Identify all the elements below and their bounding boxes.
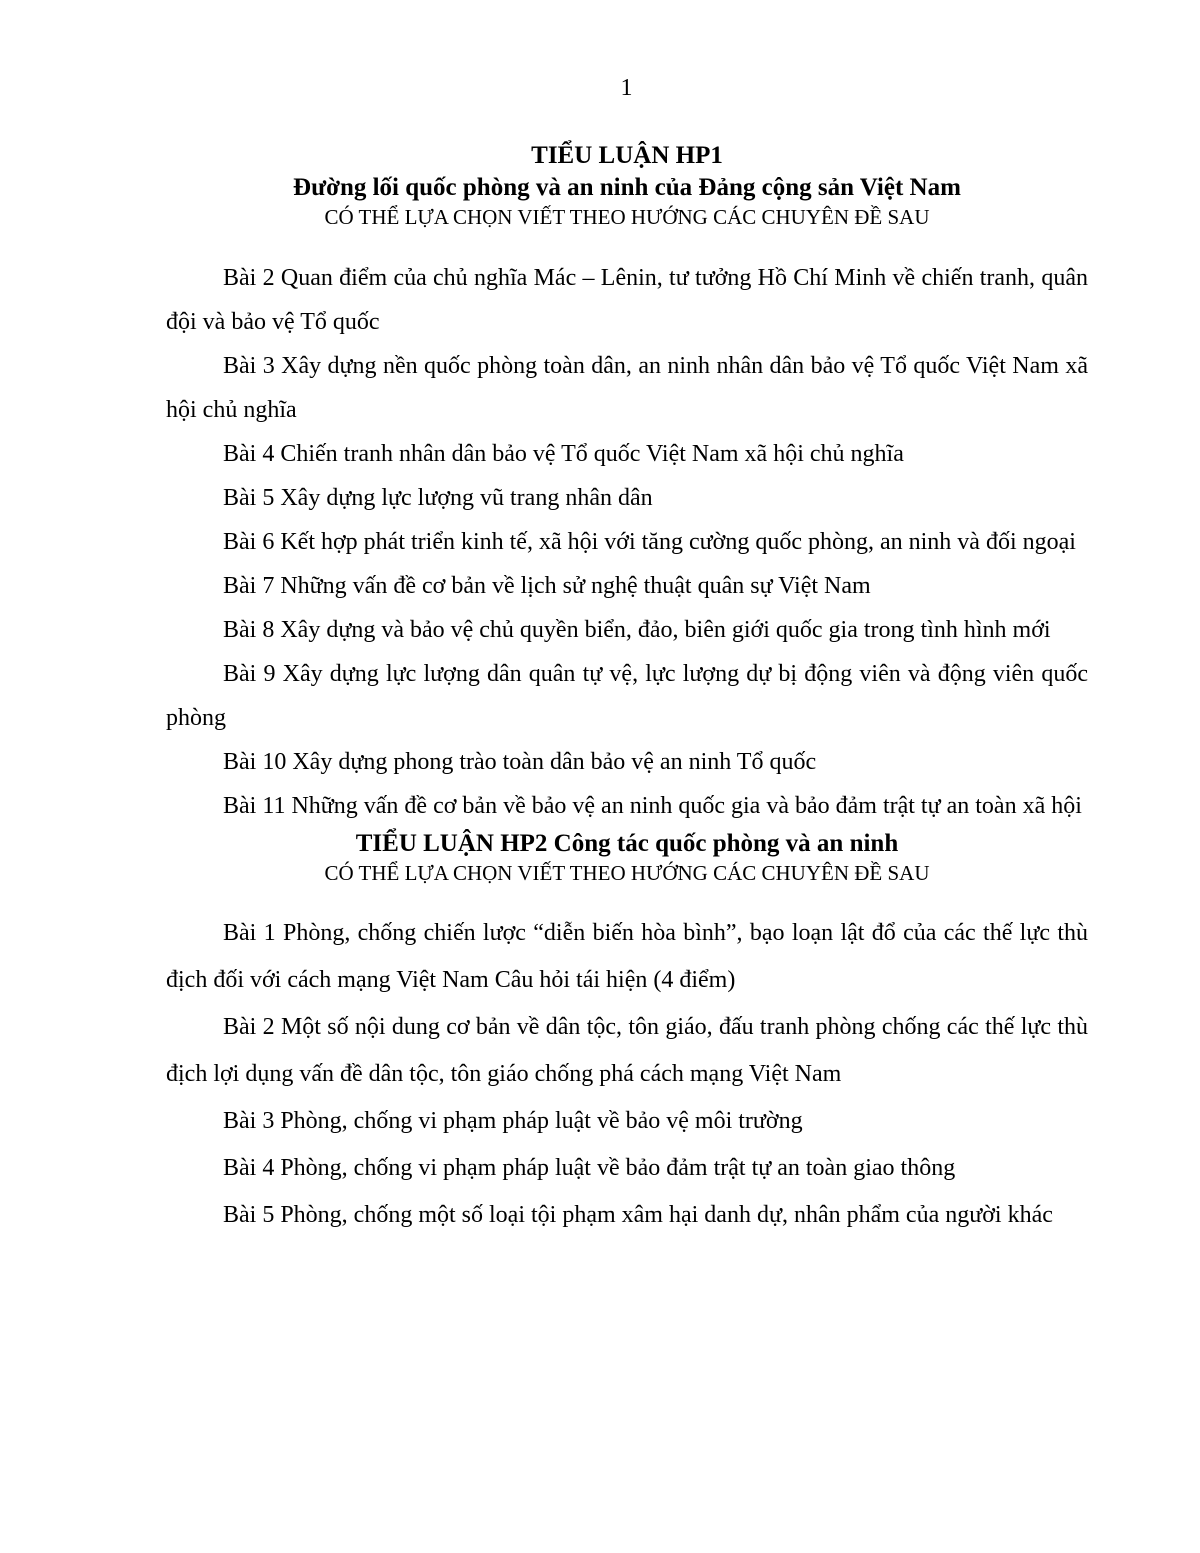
topic-item: Bài 5 Xây dựng lực lượng vũ trang nhân dân — [223, 485, 653, 511]
section-hp1 — [166, 140, 1088, 828]
topic-item: Bài 11 Những vấn đề cơ bản về bảo vệ an ninh quốc gia và bảo đảm trật tự an toàn xã hội — [223, 793, 1082, 819]
section-title: TIỂU LUẬN HP2 Công tác quốc phòng và an ninh — [355, 830, 899, 857]
section-title: TIỂU LUẬN HP1 — [531, 142, 723, 169]
topic-item: Bài 4 Phòng, chống vi phạm pháp luật về bảo đảm trật tự an toàn giao thông — [223, 1155, 956, 1181]
topic-item: Bài 5 Phòng, chống một số loại tội phạm xâm hại danh dự, nhân phẩm của người khác — [223, 1202, 1053, 1228]
section-subtitle: Đường lối quốc phòng và an ninh của Đảng cộng sản Việt Nam — [293, 174, 961, 201]
topic-item: Bài 10 Xây dựng phong trào toàn dân bảo vệ an ninh Tổ quốc — [223, 749, 817, 775]
topic-item: Bài 9 Xây dựng lực lượng dân quân tự vệ, lực lượng dự bị động viên và động viên quốc phòng — [166, 661, 1088, 731]
section-hp2 — [166, 828, 1088, 1239]
document-body — [166, 140, 1088, 1239]
page-number: 1 — [620, 75, 633, 101]
topic-list — [166, 256, 1088, 828]
topic-item: Bài 2 Quan điểm của chủ nghĩa Mác – Lênin, tư tưởng Hồ Chí Minh về chiến tranh, quân đội và bảo vệ Tổ quốc — [166, 265, 1088, 335]
topic-item: Bài 4 Chiến tranh nhân dân bảo vệ Tổ quốc Việt Nam xã hội chủ nghĩa — [223, 441, 904, 467]
topic-list — [166, 910, 1088, 1239]
topic-item: Bài 7 Những vấn đề cơ bản về lịch sử nghệ thuật quân sự Việt Nam — [223, 573, 871, 599]
topic-item: Bài 2 Một số nội dung cơ bản về dân tộc, tôn giáo, đấu tranh phòng chống các thế lực thù địch lợi dụng vấn đề dân tộc, tôn giáo chống phá cách mạng Việt Nam — [166, 1014, 1088, 1087]
topic-item: Bài 6 Kết hợp phát triển kinh tế, xã hội với tăng cường quốc phòng, an ninh và đối ngoại — [223, 529, 1076, 555]
section-caption: CÓ THỂ LỰA CHỌN VIẾT THEO HƯỚNG CÁC CHUYÊN ĐỀ SAU — [324, 205, 930, 229]
topic-item: Bài 3 Xây dựng nền quốc phòng toàn dân, an ninh nhân dân bảo vệ Tổ quốc Việt Nam xã hội chủ nghĩa — [166, 353, 1088, 423]
section-caption: CÓ THỂ LỰA CHỌN VIẾT THEO HƯỚNG CÁC CHUYÊN ĐỀ SAU — [324, 861, 930, 885]
topic-item: Bài 3 Phòng, chống vi phạm pháp luật về bảo vệ môi trường — [223, 1108, 803, 1134]
topic-item: Bài 1 Phòng, chống chiến lược “diễn biến hòa bình”, bạo loạn lật đổ của các thế lực thù địch đối với cách mạng Việt Nam Câu hỏi tái hiện (4 điểm) — [166, 920, 1088, 993]
topic-item: Bài 8 Xây dựng và bảo vệ chủ quyền biển, đảo, biên giới quốc gia trong tình hình mới — [223, 617, 1051, 643]
